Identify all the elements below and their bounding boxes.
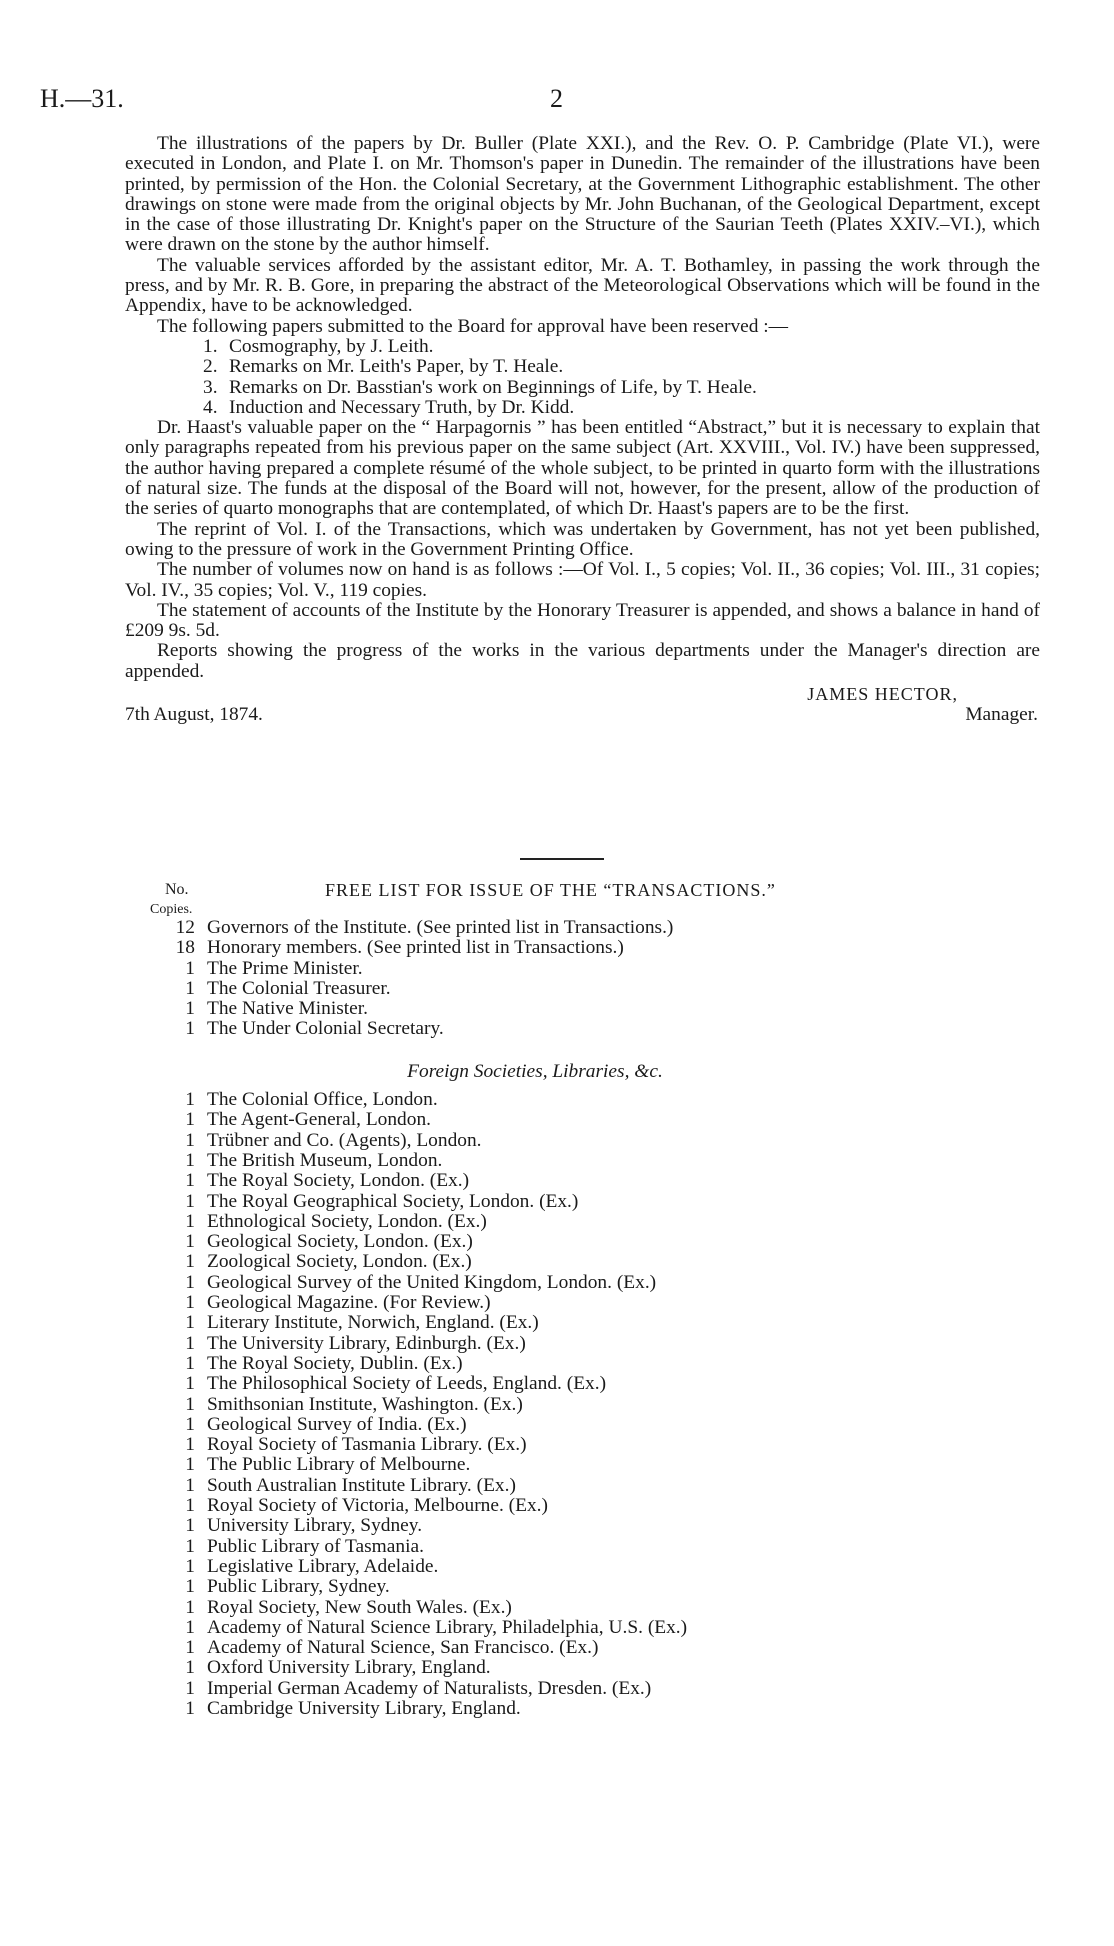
copy-count: 1 xyxy=(185,1352,195,1374)
page-header xyxy=(40,84,1040,120)
list-item xyxy=(145,1171,965,1191)
list-item xyxy=(145,1395,965,1415)
list-item xyxy=(145,1354,965,1374)
free-list xyxy=(145,880,965,1719)
recipient-name: Public Library of Tasmania. xyxy=(207,1535,424,1557)
recipient-name: Geological Survey of India. (Ex.) xyxy=(207,1413,467,1435)
signature-block xyxy=(125,684,1040,750)
recipient-name: South Australian Institute Library. (Ex.) xyxy=(207,1474,516,1496)
list-item xyxy=(145,979,965,999)
list-item xyxy=(145,1019,965,1039)
copy-count: 1 xyxy=(185,1312,195,1334)
copy-count: 1 xyxy=(185,1616,195,1638)
copy-count: 1 xyxy=(185,1697,195,1719)
copy-count: 1 xyxy=(185,957,195,979)
copy-count: 1 xyxy=(185,1018,195,1040)
copy-count: 1 xyxy=(185,1109,195,1131)
signer-role: Manager. xyxy=(965,704,1038,726)
copy-count: 1 xyxy=(185,1373,195,1395)
recipient-name: Academy of Natural Science Library, Philadelphia, U.S. (Ex.) xyxy=(207,1616,688,1638)
recipient-name: Governors of the Institute. (See printed list in Transactions.) xyxy=(207,917,674,938)
paragraph-volumes: The number of volumes now on hand is as follows :—Of Vol. I., 5 copies; Vol. II., 36 copies; Vol. III., 31 copies; Vol. IV., 35 copies; Vol. V., 119 copies. xyxy=(125,559,1040,601)
copy-count: 1 xyxy=(185,1190,195,1212)
list-item xyxy=(145,1090,965,1110)
list-item xyxy=(145,1151,965,1171)
recipient-name: The British Museum, London. xyxy=(207,1149,443,1171)
primary-recipients xyxy=(145,918,965,1040)
copy-count: 1 xyxy=(185,1515,195,1537)
copies-label: Copies. xyxy=(150,902,193,917)
recipient-name: Ethnological Society, London. (Ex.) xyxy=(207,1210,487,1232)
copy-count: 1 xyxy=(185,1251,195,1273)
list-item xyxy=(145,999,965,1019)
copy-count: 1 xyxy=(185,1149,195,1171)
recipient-name: Honorary members. (See printed list in Transactions.) xyxy=(207,937,624,959)
copy-count: 1 xyxy=(185,1170,195,1192)
reserved-papers-list xyxy=(125,337,1040,418)
recipient-name: Literary Institute, Norwich, England. (Ex.) xyxy=(207,1312,539,1334)
recipient-name: Zoological Society, London. (Ex.) xyxy=(207,1251,472,1273)
recipient-name: Royal Society of Tasmania Library. (Ex.) xyxy=(207,1434,527,1456)
recipient-name: Geological Magazine. (For Review.) xyxy=(207,1292,491,1314)
list-item xyxy=(145,1577,965,1597)
no-label: No. xyxy=(165,881,189,898)
list-item xyxy=(145,1679,965,1699)
recipient-name: The Prime Minister. xyxy=(207,957,363,979)
recipient-name: The Royal Society, London. (Ex.) xyxy=(207,1170,470,1192)
paragraph-acknowledgements: The valuable services afforded by the assistant editor, Mr. A. T. Bothamley, in passing the work through the press, and by Mr. R. B. Gore, in preparing the abstract of the Meteorological Observations which will be found in the Appendix, have to be acknowledged. xyxy=(125,254,1040,317)
recipient-name: The Royal Society, Dublin. (Ex.) xyxy=(207,1352,463,1374)
recipient-name: The Philosophical Society of Leeds, England. (Ex.) xyxy=(207,1373,607,1395)
recipient-name: Geological Society, London. (Ex.) xyxy=(207,1231,473,1253)
paragraph-accounts: The statement of accounts of the Institute by the Honorary Treasurer is appended, and shows a balance in hand of £209 9s. 5d. xyxy=(125,599,1040,642)
list-item xyxy=(145,1557,965,1577)
list-item xyxy=(145,1496,965,1516)
recipient-name: Smithsonian Institute, Washington. (Ex.) xyxy=(207,1393,523,1415)
recipient-name: Trübner and Co. (Agents), London. xyxy=(207,1129,482,1151)
copy-count: 1 xyxy=(185,1129,195,1151)
copy-count: 1 xyxy=(185,1677,195,1699)
list-item xyxy=(145,1455,965,1475)
section-divider xyxy=(520,858,604,860)
list-item xyxy=(145,1476,965,1496)
recipient-name: The Native Minister. xyxy=(207,998,369,1020)
list-item xyxy=(145,918,965,938)
copy-count: 1 xyxy=(185,1434,195,1456)
list-item xyxy=(145,959,965,979)
copy-count: 1 xyxy=(185,1596,195,1618)
list-item xyxy=(145,1374,965,1394)
list-item xyxy=(145,1212,965,1232)
recipient-name: Public Library, Sydney. xyxy=(207,1576,390,1598)
list-item: 4. Induction and Necessary Truth, by Dr. Kidd. xyxy=(203,396,575,418)
page-number: 2 xyxy=(550,84,563,113)
list-item xyxy=(145,1273,965,1293)
paragraph-reprint: The reprint of Vol. I. of the Transactions, which was undertaken by Government, has not yet been published, owing to the pressure of work in the Government Printing Office. xyxy=(125,518,1040,560)
copy-count: 1 xyxy=(185,1393,195,1415)
list-item xyxy=(145,1110,965,1130)
recipient-name: Academy of Natural Science, San Francisco. (Ex.) xyxy=(207,1637,599,1659)
copy-count: 1 xyxy=(185,1271,195,1293)
list-item xyxy=(145,1415,965,1435)
free-list-title: FREE LIST FOR ISSUE OF THE “TRANSACTIONS.” xyxy=(325,880,776,900)
copy-count: 18 xyxy=(175,937,195,959)
copy-count: 1 xyxy=(185,1637,195,1659)
copy-count: 1 xyxy=(185,1089,195,1111)
report-body xyxy=(125,134,1040,750)
recipient-name: Royal Society of Victoria, Melbourne. (Ex.) xyxy=(207,1495,548,1517)
copy-count: 1 xyxy=(185,1474,195,1496)
recipient-name: University Library, Sydney. xyxy=(207,1515,423,1537)
list-item xyxy=(145,1192,965,1212)
recipient-name: The Under Colonial Secretary. xyxy=(207,1018,444,1040)
copy-count: 1 xyxy=(185,977,195,999)
recipient-name: Cambridge University Library, England. xyxy=(207,1697,521,1719)
foreign-heading: Foreign Societies, Libraries, &c. xyxy=(407,1060,663,1082)
list-item xyxy=(145,1516,965,1536)
document-id: H.—31. xyxy=(40,84,124,113)
list-item: 2. Remarks on Mr. Leith's Paper, by T. Heale. xyxy=(203,356,564,378)
paragraph-haast: Dr. Haast's valuable paper on the “ Harpagornis ” has been entitled “Abstract,” but it is necessary to explain that only paragraphs repeated from his previous paper on the same subject (Art. XXVIII., Vol. IV.) have been suppressed, the author having prepared a complete résumé of the whole subject, to be printed in quarto form with the illustrations of natural size. The funds at the disposal of the Board will not, however, for the present, allow of the production of the series of quarto monographs that are contemplated, of which Dr. Haast's papers are to be the first. xyxy=(125,417,1040,520)
recipient-name: Legislative Library, Adelaide. xyxy=(207,1555,439,1577)
signer-name: JAMES HECTOR, xyxy=(807,684,958,705)
list-item xyxy=(145,1313,965,1333)
copy-count: 1 xyxy=(185,998,195,1020)
list-item xyxy=(145,1232,965,1252)
list-item: 3. Remarks on Dr. Basstian's work on Beginnings of Life, by T. Heale. xyxy=(203,376,757,398)
copy-count: 1 xyxy=(185,1210,195,1232)
signature-date: 7th August, 1874. xyxy=(125,704,263,726)
list-item xyxy=(145,1699,965,1719)
copy-count: 1 xyxy=(185,1413,195,1435)
recipient-name: The University Library, Edinburgh. (Ex.) xyxy=(207,1332,526,1354)
list-item xyxy=(145,1334,965,1354)
recipient-name: The Agent-General, London. xyxy=(207,1109,431,1131)
recipient-name: The Royal Geographical Society, London. (Ex.) xyxy=(207,1190,579,1212)
list-item xyxy=(145,1658,965,1678)
list-item xyxy=(145,1293,965,1313)
recipient-name: Geological Survey of the United Kingdom, London. (Ex.) xyxy=(207,1271,657,1293)
recipient-name: Royal Society, New South Wales. (Ex.) xyxy=(207,1596,512,1618)
recipient-name: The Public Library of Melbourne. xyxy=(207,1454,471,1476)
copy-count: 1 xyxy=(185,1454,195,1476)
recipient-name: Oxford University Library, England. xyxy=(207,1657,491,1679)
paragraph-reports: Reports showing the progress of the works in the various departments under the Manager's direction are appended. xyxy=(125,640,1040,682)
copy-count: 1 xyxy=(185,1292,195,1314)
list-item xyxy=(145,1618,965,1638)
foreign-recipients xyxy=(145,1090,965,1719)
copy-count: 1 xyxy=(185,1332,195,1354)
list-item xyxy=(145,1435,965,1455)
copy-count: 12 xyxy=(175,917,195,938)
paragraph-reserved-intro: The following papers submitted to the Board for approval have been reserved :— xyxy=(157,315,789,337)
list-item xyxy=(145,1598,965,1618)
copy-count: 1 xyxy=(185,1231,195,1253)
copy-count: 1 xyxy=(185,1535,195,1557)
list-item xyxy=(145,1252,965,1272)
list-item xyxy=(145,1131,965,1151)
list-item xyxy=(145,1638,965,1658)
copy-count: 1 xyxy=(185,1495,195,1517)
list-item: 1. Cosmography, by J. Leith. xyxy=(203,335,434,357)
paragraph-illustrations: The illustrations of the papers by Dr. Buller (Plate XXI.), and the Rev. O. P. Cambridge (Plate VI.), were executed in London, and Plate I. on Mr. Thomson's paper in Dunedin. The remainder of the illustrations have been printed, by permission of the Hon. the Colonial Secretary, at the Government Lithographic establishment. The other drawings on stone were made from the original objects by Mr. John Buchanan, of the Geological Department, except in the case of those illustrating Dr. Knight's paper on the Structure of the Saurian Teeth (Plates XXIV.–VI.), which were drawn on the stone by the author himself. xyxy=(125,133,1040,256)
copy-count: 1 xyxy=(185,1555,195,1577)
list-item xyxy=(145,1537,965,1557)
copy-count: 1 xyxy=(185,1576,195,1598)
recipient-name: Imperial German Academy of Naturalists, Dresden. (Ex.) xyxy=(207,1677,652,1699)
recipient-name: The Colonial Office, London. xyxy=(207,1089,438,1111)
copy-count: 1 xyxy=(185,1657,195,1679)
recipient-name: The Colonial Treasurer. xyxy=(207,977,391,999)
list-item xyxy=(145,938,965,958)
free-list-header xyxy=(145,880,965,902)
